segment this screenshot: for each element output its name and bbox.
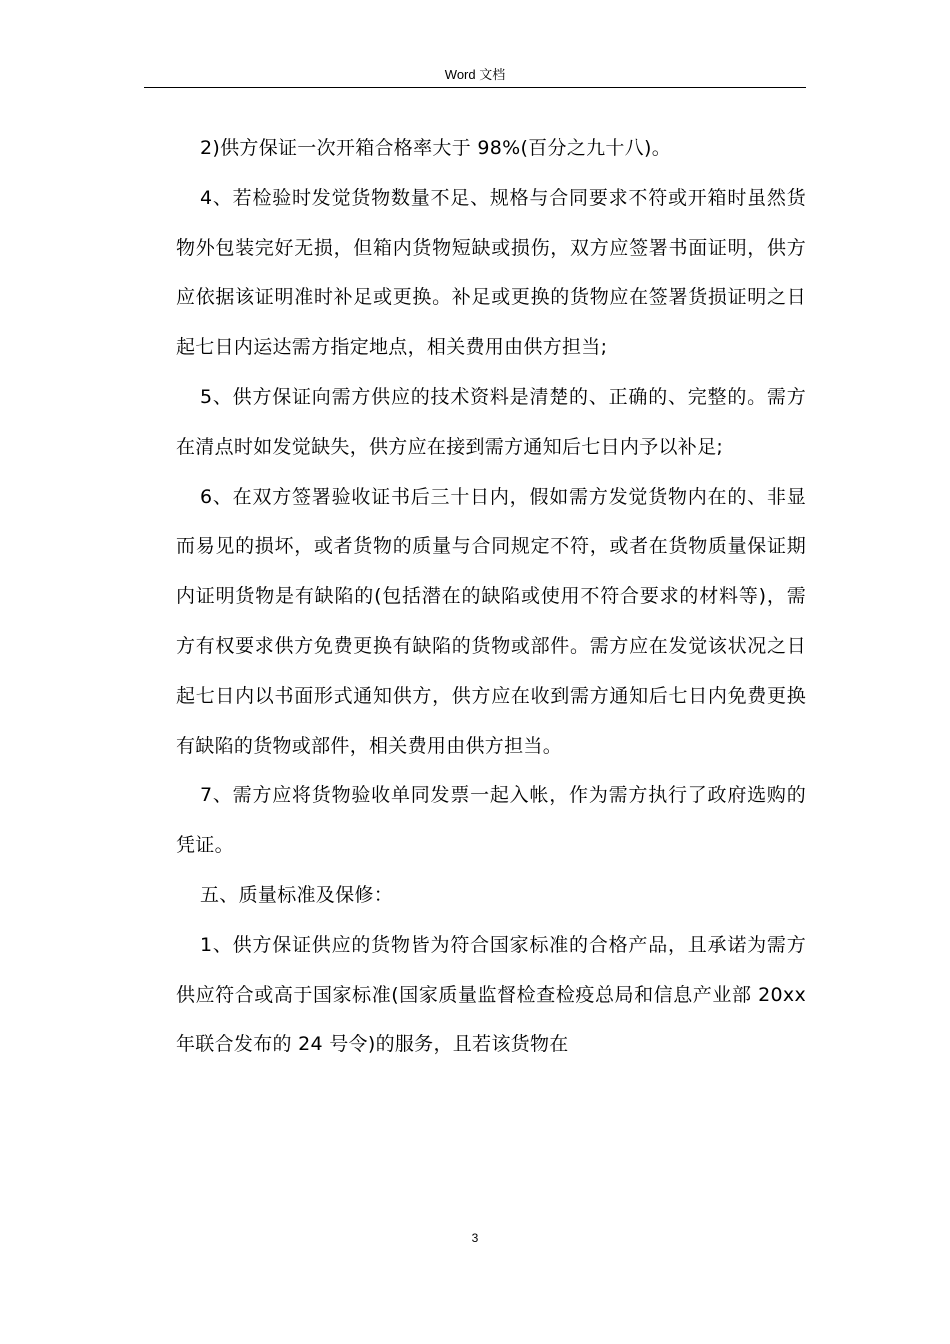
paragraph-item-4: 4、若检验时发觉货物数量不足、规格与合同要求不符或开箱时虽然货物外包装完好无损，但箱内货物短缺或损伤，双方应签署书面证明，供方应依据该证明准时补足或更换。补足或更换的货物应在签署货损证明之日起七日内运达需方指定地点，相关费用由供方担当; bbox=[176, 186, 806, 359]
paragraph-item-2: 2)供方保证一次开箱合格率大于 98%(百分之九十八)。 bbox=[200, 137, 671, 159]
page-header: Word 文档 bbox=[444, 67, 506, 82]
paragraph-item-7: 7、需方应将货物验收单同发票一起入帐，作为需方执行了政府选购的凭证。 bbox=[176, 784, 806, 857]
document-body bbox=[176, 124, 806, 1070]
paragraph-item-1: 1、供方保证供应的货物皆为符合国家标准的合格产品，且承诺为需方供应符合或高于国家标准(国家质量监督检查检疫总局和信息产业部 20xx 年联合发布的 24 号令)的服务，且若该货物在 bbox=[176, 933, 806, 1056]
paragraph-item-5: 5、供方保证向需方供应的技术资料是清楚的、正确的、完整的。需方在清点时如发觉缺失，供方应在接到需方通知后七日内予以补足; bbox=[176, 385, 806, 458]
section-heading-quality: 五、质量标准及保修： bbox=[200, 883, 394, 906]
page-number: 3 bbox=[471, 1231, 479, 1245]
header-divider bbox=[144, 87, 806, 88]
paragraph-item-6: 6、在双方签署验收证书后三十日内，假如需方发觉货物内在的、非显而易见的损坏，或者货物的质量与合同规定不符，或者在货物质量保证期内证明货物是有缺陷的(包括潜在的缺陷或使用不符合要求的材料等)，需方有权要求供方免费更换有缺陷的货物或部件。需方应在发觉该状况之日起七日内以书面形式通知供方，供方应在收到需方通知后七日内免费更换有缺陷的货物或部件，相关费用由供方担当。 bbox=[176, 485, 806, 757]
